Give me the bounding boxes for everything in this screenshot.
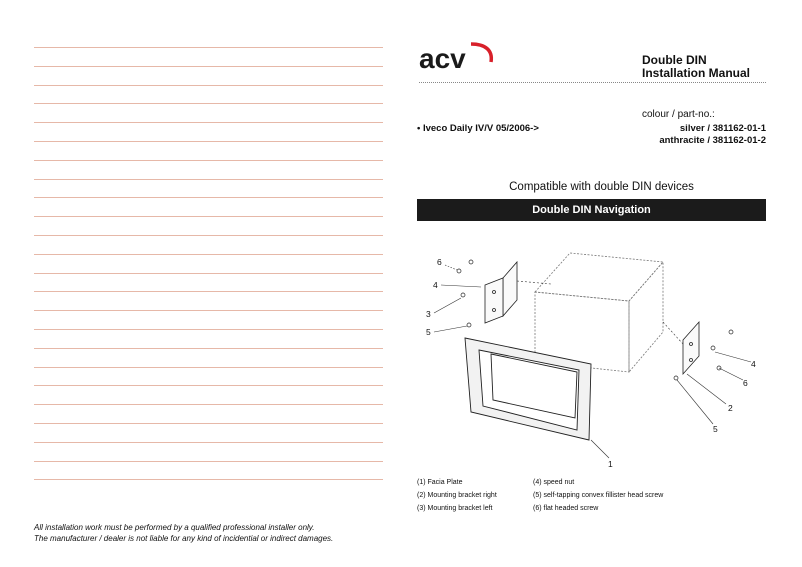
logo-swoosh	[471, 44, 491, 62]
note-line	[34, 47, 383, 48]
note-line	[34, 254, 383, 255]
callout-3: 3	[426, 309, 431, 319]
bracket-right	[683, 322, 699, 374]
exploded-view-diagram	[401, 240, 802, 475]
note-line	[34, 66, 383, 67]
legend-speed-nut: (4) speed nut	[533, 479, 575, 486]
note-line	[34, 291, 383, 292]
legend-bracket-right: (2) Mounting bracket right	[417, 492, 497, 499]
logo-text: acv	[419, 43, 466, 74]
note-line	[34, 216, 383, 217]
facia-plate	[465, 338, 591, 440]
note-line	[34, 461, 383, 462]
bracket-left	[485, 262, 517, 323]
note-line	[34, 442, 383, 443]
note-line	[34, 385, 383, 386]
note-line	[34, 141, 383, 142]
vehicle-model: • Iveco Daily IV/V 05/2006->	[417, 123, 539, 134]
legend-bracket-left: (3) Mounting bracket left	[417, 505, 493, 512]
note-line	[34, 367, 383, 368]
note-line	[34, 103, 383, 104]
note-line	[34, 423, 383, 424]
header-divider	[419, 82, 766, 83]
note-line	[34, 479, 383, 480]
manual-page	[401, 0, 802, 567]
note-line	[34, 160, 383, 161]
radio-chassis	[535, 253, 663, 372]
note-line	[34, 179, 383, 180]
legend-flat-screw: (6) flat headed screw	[533, 505, 599, 512]
callout-5-left: 5	[426, 327, 431, 337]
colour-label: colour / part-no.:	[642, 109, 715, 120]
document-title	[642, 54, 750, 80]
note-line	[34, 235, 383, 236]
disclaimer-line-1: All installation work must be performed by a qualified professional installer only.	[34, 523, 315, 532]
note-line	[34, 122, 383, 123]
note-line	[34, 404, 383, 405]
note-line	[34, 197, 383, 198]
disclaimer	[34, 522, 394, 544]
note-line	[34, 273, 383, 274]
note-line	[34, 329, 383, 330]
note-line	[34, 348, 383, 349]
callout-2: 2	[728, 403, 733, 413]
callout-4-left: 4	[433, 280, 438, 290]
note-line	[34, 85, 383, 86]
legend-facia-plate: (1) Facia Plate	[417, 479, 463, 486]
note-line	[34, 310, 383, 311]
device-type-banner: Double DIN Navigation	[417, 199, 766, 221]
callout-1: 1	[608, 459, 613, 469]
disclaimer-line-2: The manufacturer / dealer is not liable for any kind of incidential or indirect damages.	[34, 534, 334, 543]
callout-5-right: 5	[713, 424, 718, 434]
title-line-1: Double DIN	[642, 53, 707, 67]
callout-6-left: 6	[437, 257, 442, 267]
variant-anthracite: anthracite / 381162-01-2	[659, 135, 766, 146]
acv-logo	[419, 38, 499, 78]
variant-silver: silver / 381162-01-1	[679, 123, 766, 134]
title-line-2: Installation Manual	[642, 66, 751, 80]
compatibility-note: Compatible with double DIN devices	[509, 181, 694, 193]
callout-4-right: 4	[751, 359, 756, 369]
legend-self-tapping-screw: (5) self-tapping convex fillister head screw	[533, 492, 664, 499]
callout-6-right: 6	[743, 378, 748, 388]
